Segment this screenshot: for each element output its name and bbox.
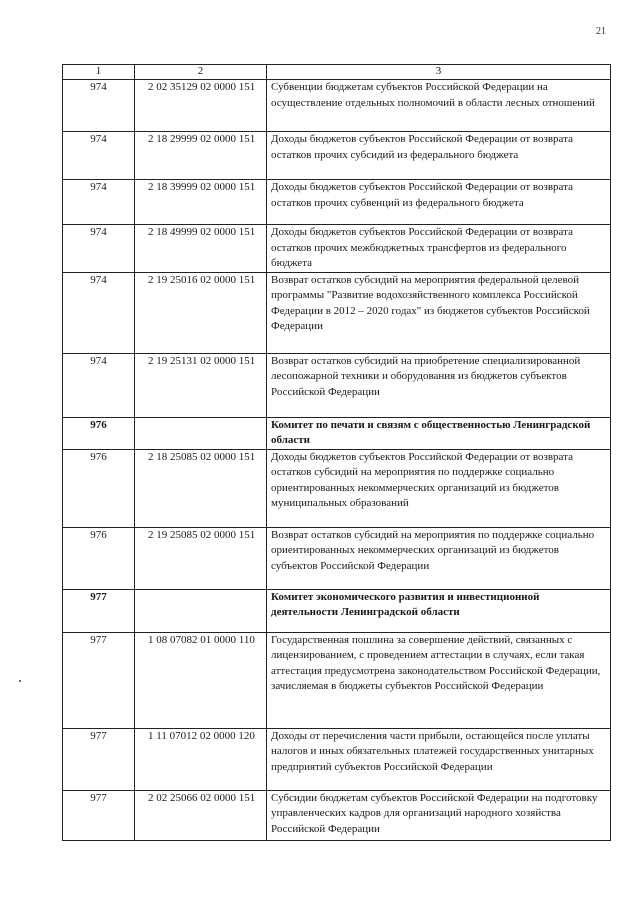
page-number: 21 xyxy=(596,26,606,37)
admin-code-cell: 976 xyxy=(63,417,135,449)
income-name-cell: Доходы от перечисления части прибыли, остающейся после уплаты налогов и иных обязательных платежей государственных унитарных предприятий субъектов Российской Федерации xyxy=(267,728,611,790)
income-code-cell: 2 18 49999 02 0000 151 xyxy=(135,225,267,273)
table-row xyxy=(63,353,611,417)
header-col-2: 2 xyxy=(135,65,267,80)
admin-code-cell: 977 xyxy=(63,589,135,632)
org-heading-row xyxy=(63,417,611,449)
income-code-cell: 1 08 07082 01 0000 110 xyxy=(135,632,267,728)
admin-code-cell: 976 xyxy=(63,449,135,527)
table-row xyxy=(63,180,611,225)
income-code-cell: 2 02 25066 02 0000 151 xyxy=(135,790,267,840)
table-row xyxy=(63,132,611,180)
header-col-1: 1 xyxy=(63,65,135,80)
admin-code-cell: 974 xyxy=(63,272,135,353)
income-code-cell: 2 19 25085 02 0000 151 xyxy=(135,527,267,589)
income-name-cell: Государственная пошлина за совершение действий, связанных с лицензированием, с проведением аттестации в случаях, если такая аттестация предусмотрена законодательством Российской Федерации, зачисляемая в бюджеты субъектов Российской Федерации xyxy=(267,632,611,728)
table-row xyxy=(63,272,611,353)
table-row xyxy=(63,527,611,589)
income-name-cell: Доходы бюджетов субъектов Российской Федерации от возврата остатков прочих межбюджетных трансфертов из федерального бюджета xyxy=(267,225,611,273)
income-code-cell: 2 02 35129 02 0000 151 xyxy=(135,80,267,132)
admin-code-cell: 977 xyxy=(63,632,135,728)
income-name-cell: Возврат остатков субсидий на мероприятия федеральной целевой программы "Развитие водохозяйственного комплекса Российской Федерации в 2012 – 2020 годах" из бюджетов субъектов Российской Федерации xyxy=(267,272,611,353)
header-col-3: 3 xyxy=(267,65,611,80)
table-row xyxy=(63,632,611,728)
table-row xyxy=(63,80,611,132)
income-code-cell: 2 18 39999 02 0000 151 xyxy=(135,180,267,225)
table-row xyxy=(63,790,611,840)
income-name-cell: Субсидии бюджетам субъектов Российской Федерации на подготовку управленческих кадров для организаций народного хозяйства Российской Федерации xyxy=(267,790,611,840)
income-code-cell: 1 11 07012 02 0000 120 xyxy=(135,728,267,790)
table-row xyxy=(63,449,611,527)
admin-code-cell: 977 xyxy=(63,790,135,840)
admin-code-cell: 977 xyxy=(63,728,135,790)
admin-code-cell: 974 xyxy=(63,180,135,225)
budget-revenue-table xyxy=(62,64,611,841)
admin-code-cell: 974 xyxy=(63,353,135,417)
admin-code-cell: 974 xyxy=(63,132,135,180)
income-name-cell: Доходы бюджетов субъектов Российской Федерации от возврата остатков субсидий на мероприятия по поддержке социально ориентированных некоммерческих организаций из бюджетов муниципальных образований xyxy=(267,449,611,527)
org-heading-row xyxy=(63,589,611,632)
income-name-cell: Возврат остатков субсидий на мероприятия по поддержке социально ориентированных некоммерческих организаций из бюджетов субъектов Российской Федерации xyxy=(267,527,611,589)
admin-code-cell: 974 xyxy=(63,225,135,273)
admin-code-cell: 974 xyxy=(63,80,135,132)
scan-speck xyxy=(19,680,21,682)
table-header-row xyxy=(63,65,611,80)
income-code-cell: 2 18 25085 02 0000 151 xyxy=(135,449,267,527)
income-code-cell: 2 19 25131 02 0000 151 xyxy=(135,353,267,417)
table-row xyxy=(63,728,611,790)
income-name-cell: Возврат остатков субсидий на приобретение специализированной лесопожарной техники и оборудования из бюджетов субъектов Российской Федерации xyxy=(267,353,611,417)
income-name-cell: Доходы бюджетов субъектов Российской Федерации от возврата остатков прочих субсидий из федерального бюджета xyxy=(267,132,611,180)
income-code-cell xyxy=(135,417,267,449)
income-name-cell: Субвенции бюджетам субъектов Российской Федерации на осуществление отдельных полномочий в области лесных отношений xyxy=(267,80,611,132)
income-name-cell: Доходы бюджетов субъектов Российской Федерации от возврата остатков прочих субвенций из федерального бюджета xyxy=(267,180,611,225)
org-name-cell: Комитет по печати и связям с общественностью Ленинградской области xyxy=(267,417,611,449)
table-row xyxy=(63,225,611,273)
admin-code-cell: 976 xyxy=(63,527,135,589)
income-code-cell xyxy=(135,589,267,632)
income-code-cell: 2 19 25016 02 0000 151 xyxy=(135,272,267,353)
income-code-cell: 2 18 29999 02 0000 151 xyxy=(135,132,267,180)
org-name-cell: Комитет экономического развития и инвестиционной деятельности Ленинградской области xyxy=(267,589,611,632)
